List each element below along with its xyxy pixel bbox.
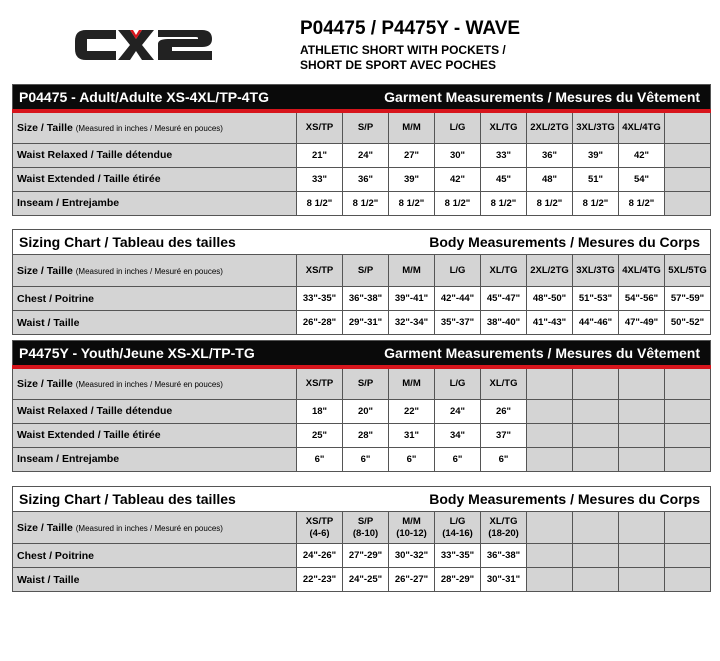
- value-cell: 41"-43": [527, 311, 573, 335]
- value-cell: 36"-38": [481, 544, 527, 568]
- table-row: [13, 287, 711, 311]
- table-row: [13, 544, 711, 568]
- value-cell: 21": [297, 143, 343, 167]
- size-note: (Measured in inches / Mesuré en pouces): [75, 123, 223, 133]
- size-range: (8-10): [352, 527, 379, 539]
- value-cell: 6": [343, 447, 389, 471]
- size-cell: 2XL/2TG: [527, 111, 573, 143]
- row-label: Waist Extended / Taille étirée: [13, 167, 297, 191]
- value-cell: 36": [343, 167, 389, 191]
- youth-body-table: [12, 486, 711, 592]
- title-left: Sizing Chart / Tableau des tailles: [19, 491, 236, 507]
- size-cell: XS/TP: [297, 367, 343, 399]
- size-cell: L/G: [435, 367, 481, 399]
- size-cell: [343, 512, 389, 544]
- value-cell: [527, 399, 573, 423]
- value-cell: 57"-59": [665, 287, 711, 311]
- size-cell: [527, 367, 573, 399]
- value-cell: 30"-31": [481, 568, 527, 592]
- size-label: Size / Taille: [17, 264, 73, 277]
- size-code: XS/TP: [305, 515, 334, 527]
- size-cell: [297, 512, 343, 544]
- value-cell: 48": [527, 167, 573, 191]
- value-cell: 33": [297, 167, 343, 191]
- value-cell: 39": [389, 167, 435, 191]
- size-note: (Measured in inches / Mesuré en pouces): [75, 266, 223, 276]
- value-cell: 36": [527, 143, 573, 167]
- value-cell: 8 1/2": [435, 191, 481, 215]
- size-note: (Measured in inches / Mesuré en pouces): [75, 523, 223, 533]
- value-cell: 33"-35": [297, 287, 343, 311]
- value-cell: [665, 423, 711, 447]
- size-cell: XS/TP: [297, 111, 343, 143]
- value-cell: [573, 544, 619, 568]
- value-cell: 27"-29": [343, 544, 389, 568]
- value-cell: 8 1/2": [527, 191, 573, 215]
- value-cell: 30"-32": [389, 544, 435, 568]
- value-cell: [573, 423, 619, 447]
- size-cell: M/M: [389, 255, 435, 287]
- row-label: Inseam / Entrejambe: [13, 447, 297, 471]
- size-range: (10-12): [396, 527, 427, 539]
- size-code: XL/TG: [489, 515, 518, 527]
- value-cell: 36"-38": [343, 287, 389, 311]
- adult-body-table: [12, 229, 711, 335]
- size-label: Size / Taille: [17, 121, 73, 134]
- size-note: (Measured in inches / Mesuré en pouces): [75, 379, 223, 389]
- size-cell: S/P: [343, 111, 389, 143]
- value-cell: [527, 423, 573, 447]
- youth-garment-title: [13, 341, 711, 368]
- size-cell: [665, 512, 711, 544]
- value-cell: 22"-23": [297, 568, 343, 592]
- title-right: Body Measurements / Mesures du Corps: [429, 491, 701, 507]
- value-cell: 22": [389, 399, 435, 423]
- value-cell: 42": [435, 167, 481, 191]
- value-cell: [619, 447, 665, 471]
- adult-garment-title: [13, 85, 711, 112]
- table-row: [13, 191, 711, 215]
- value-cell: 39"-41": [389, 287, 435, 311]
- value-cell: 8 1/2": [619, 191, 665, 215]
- product-code: P04475 / P4475Y - WAVE: [300, 18, 521, 39]
- value-cell: 8 1/2": [389, 191, 435, 215]
- size-label: Size / Taille: [17, 521, 73, 534]
- size-cell: M/M: [389, 367, 435, 399]
- title-right: Garment Measurements / Mesures du Vêtement: [384, 345, 701, 361]
- size-cell: 4XL/4TG: [619, 111, 665, 143]
- value-cell: [665, 399, 711, 423]
- value-cell: [619, 423, 665, 447]
- value-cell: 26": [481, 399, 527, 423]
- value-cell: 44"-46": [573, 311, 619, 335]
- size-cell: M/M: [389, 111, 435, 143]
- value-cell: 6": [435, 447, 481, 471]
- value-cell: 48"-50": [527, 287, 573, 311]
- value-cell: 32"-34": [389, 311, 435, 335]
- value-cell: 24"-25": [343, 568, 389, 592]
- value-cell: [665, 568, 711, 592]
- value-cell: [527, 544, 573, 568]
- size-code: M/M: [402, 515, 421, 527]
- size-cell: [573, 367, 619, 399]
- value-cell: 42"-44": [435, 287, 481, 311]
- adult-body-title: [13, 230, 711, 255]
- title-left: P4475Y - Youth/Jeune XS-XL/TP-TG: [19, 345, 255, 361]
- table-row: [13, 311, 711, 335]
- value-cell: 6": [389, 447, 435, 471]
- product-desc-fr: SHORT DE SPORT AVEC POCHES: [300, 58, 497, 72]
- value-cell: 33"-35": [435, 544, 481, 568]
- size-cell: S/P: [343, 255, 389, 287]
- value-cell: [665, 167, 711, 191]
- value-cell: 8 1/2": [573, 191, 619, 215]
- size-cell: [665, 111, 711, 143]
- value-cell: 33": [481, 143, 527, 167]
- row-label: Waist / Taille: [13, 311, 297, 335]
- value-cell: 35"-37": [435, 311, 481, 335]
- value-cell: [665, 143, 711, 167]
- table-row: [13, 143, 711, 167]
- size-cell: [619, 367, 665, 399]
- value-cell: 54": [619, 167, 665, 191]
- size-cell: [481, 512, 527, 544]
- value-cell: 51"-53": [573, 287, 619, 311]
- value-cell: 26"-27": [389, 568, 435, 592]
- table-row: [13, 447, 711, 471]
- size-header-row: [13, 512, 711, 544]
- value-cell: 45": [481, 167, 527, 191]
- value-cell: 39": [573, 143, 619, 167]
- value-cell: 18": [297, 399, 343, 423]
- cx2-logo: [72, 26, 232, 64]
- size-label: Size / Taille: [17, 377, 73, 390]
- size-cell: 2XL/2TG: [527, 255, 573, 287]
- value-cell: 24": [435, 399, 481, 423]
- row-label: Waist Relaxed / Taille détendue: [13, 143, 297, 167]
- row-label: Waist Extended / Taille étirée: [13, 423, 297, 447]
- value-cell: 6": [481, 447, 527, 471]
- size-header-row: [13, 367, 711, 399]
- value-cell: 25": [297, 423, 343, 447]
- size-cell: XL/TG: [481, 111, 527, 143]
- title-right: Garment Measurements / Mesures du Vêtement: [384, 89, 701, 105]
- value-cell: [665, 544, 711, 568]
- row-label: Inseam / Entrejambe: [13, 191, 297, 215]
- value-cell: 27": [389, 143, 435, 167]
- row-label: Waist / Taille: [13, 568, 297, 592]
- size-cell: XL/TG: [481, 367, 527, 399]
- size-range: (14-16): [442, 527, 473, 539]
- value-cell: [573, 399, 619, 423]
- value-cell: 31": [389, 423, 435, 447]
- value-cell: [619, 568, 665, 592]
- value-cell: 6": [297, 447, 343, 471]
- size-cell: 3XL/3TG: [573, 111, 619, 143]
- value-cell: 26"-28": [297, 311, 343, 335]
- value-cell: 8 1/2": [297, 191, 343, 215]
- value-cell: [665, 191, 711, 215]
- value-cell: [665, 447, 711, 471]
- size-header-row: [13, 255, 711, 287]
- value-cell: 45"-47": [481, 287, 527, 311]
- youth-garment-table: [12, 340, 711, 472]
- title-left: Sizing Chart / Tableau des tailles: [19, 234, 236, 250]
- size-cell: 3XL/3TG: [573, 255, 619, 287]
- size-cell: S/P: [343, 367, 389, 399]
- size-code: S/P: [357, 515, 374, 527]
- size-cell: [665, 367, 711, 399]
- value-cell: [527, 447, 573, 471]
- table-row: [13, 568, 711, 592]
- row-label: Waist Relaxed / Taille détendue: [13, 399, 297, 423]
- value-cell: 8 1/2": [343, 191, 389, 215]
- table-row: [13, 167, 711, 191]
- size-cell: [527, 512, 573, 544]
- value-cell: 28"-29": [435, 568, 481, 592]
- value-cell: 54"-56": [619, 287, 665, 311]
- adult-garment-table: [12, 84, 711, 216]
- size-cell: [435, 512, 481, 544]
- title-left: P04475 - Adult/Adulte XS-4XL/TP-4TG: [19, 89, 269, 105]
- value-cell: 42": [619, 143, 665, 167]
- value-cell: [619, 399, 665, 423]
- row-label: Chest / Poitrine: [13, 544, 297, 568]
- size-cell: 5XL/5TG: [665, 255, 711, 287]
- size-cell: [573, 512, 619, 544]
- size-cell: [619, 512, 665, 544]
- size-cell: XL/TG: [481, 255, 527, 287]
- value-cell: 24": [343, 143, 389, 167]
- value-cell: 50"-52": [665, 311, 711, 335]
- size-header-row: [13, 111, 711, 143]
- value-cell: 28": [343, 423, 389, 447]
- value-cell: 30": [435, 143, 481, 167]
- value-cell: 20": [343, 399, 389, 423]
- value-cell: 38"-40": [481, 311, 527, 335]
- value-cell: 37": [481, 423, 527, 447]
- size-cell: 4XL/4TG: [619, 255, 665, 287]
- size-cell: XS/TP: [297, 255, 343, 287]
- value-cell: 51": [573, 167, 619, 191]
- product-desc-en: ATHLETIC SHORT WITH POCKETS /: [300, 43, 506, 57]
- title-right: Body Measurements / Mesures du Corps: [429, 234, 701, 250]
- value-cell: [573, 568, 619, 592]
- size-cell: [389, 512, 435, 544]
- size-range: (4-6): [309, 527, 330, 539]
- value-cell: 34": [435, 423, 481, 447]
- value-cell: [619, 544, 665, 568]
- table-row: [13, 423, 711, 447]
- size-code: L/G: [449, 515, 466, 527]
- size-cell: L/G: [435, 255, 481, 287]
- row-label: Chest / Poitrine: [13, 287, 297, 311]
- value-cell: [527, 568, 573, 592]
- value-cell: 29"-31": [343, 311, 389, 335]
- value-cell: [573, 447, 619, 471]
- value-cell: 47"-49": [619, 311, 665, 335]
- size-range: (18-20): [488, 527, 519, 539]
- value-cell: 24"-26": [297, 544, 343, 568]
- size-cell: L/G: [435, 111, 481, 143]
- youth-body-title: [13, 487, 711, 512]
- table-row: [13, 399, 711, 423]
- value-cell: 8 1/2": [481, 191, 527, 215]
